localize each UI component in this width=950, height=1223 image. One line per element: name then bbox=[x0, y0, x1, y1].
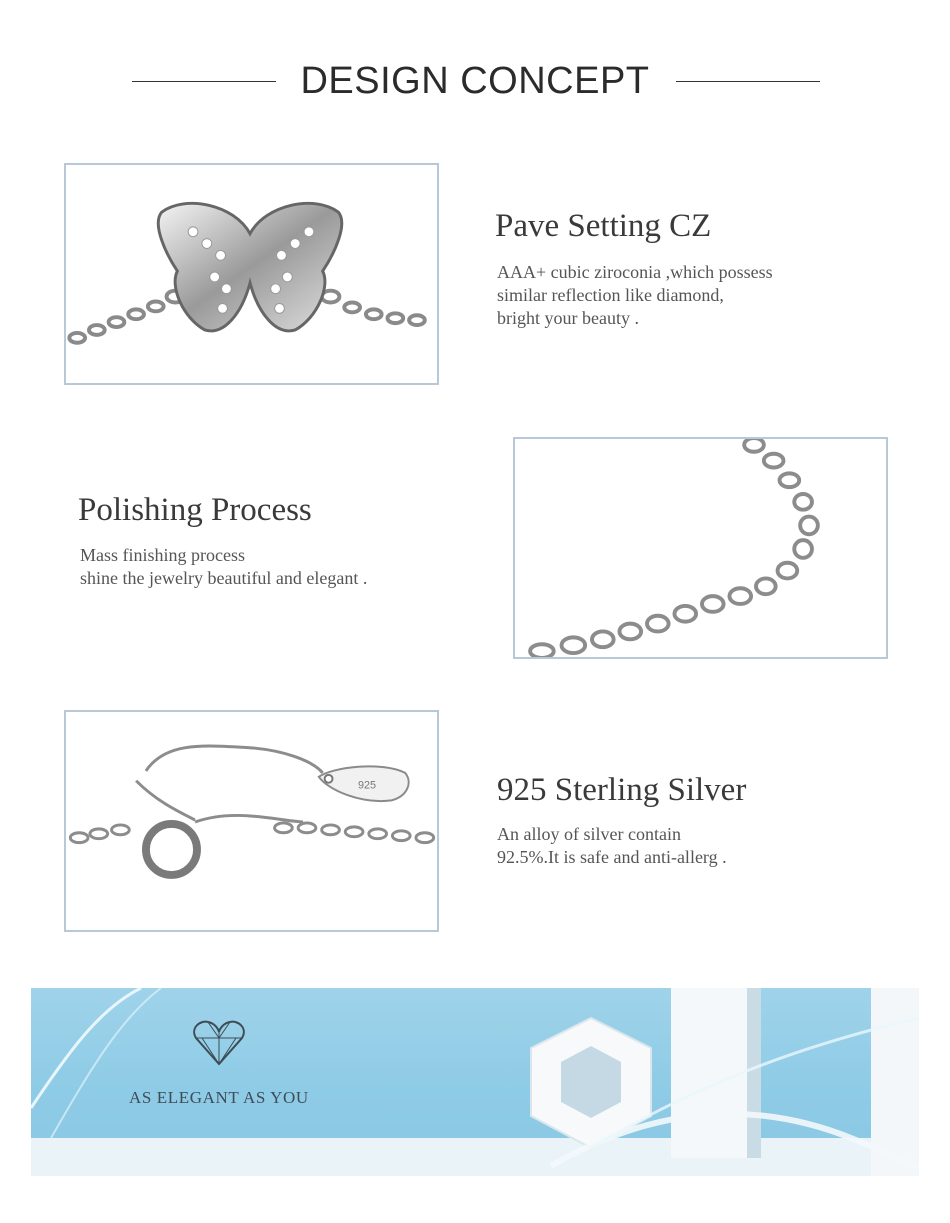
feature-title-polishing: Polishing Process bbox=[78, 492, 312, 528]
desc-line: An alloy of silver contain bbox=[497, 824, 681, 844]
brand-banner bbox=[31, 988, 919, 1176]
feature-desc-pave bbox=[497, 261, 773, 330]
page-title: DESIGN CONCEPT bbox=[300, 60, 650, 102]
desc-line: 92.5%.It is safe and anti-allerg . bbox=[497, 847, 727, 867]
banner-scene bbox=[31, 988, 919, 1176]
butterfly-chain-illustration bbox=[66, 165, 437, 383]
butterfly-pendant-image bbox=[64, 163, 439, 385]
desc-line: AAA+ cubic ziroconia ,which possess bbox=[497, 262, 773, 282]
feature-title-silver: 925 Sterling Silver bbox=[497, 772, 747, 808]
clasp-chain-illustration bbox=[66, 712, 437, 930]
chain-links-illustration bbox=[515, 439, 886, 657]
header-rule-right bbox=[676, 81, 820, 82]
desc-line: similar reflection like diamond, bbox=[497, 285, 724, 305]
desc-line: Mass finishing process bbox=[80, 545, 245, 565]
feature-desc-silver bbox=[497, 823, 727, 869]
tag-stamp-text: 925 bbox=[358, 779, 377, 792]
desc-line: shine the jewelry beautiful and elegant . bbox=[80, 568, 368, 588]
chain-closeup-image bbox=[513, 437, 888, 659]
feature-desc-polishing bbox=[80, 544, 367, 590]
section-header bbox=[0, 55, 950, 115]
feature-title-pave: Pave Setting CZ bbox=[495, 208, 712, 244]
desc-line: bright your beauty . bbox=[497, 308, 639, 328]
heart-diamond-icon bbox=[192, 1018, 246, 1068]
clasp-tag-image bbox=[64, 710, 439, 932]
banner-tagline: AS ELEGANT AS YOU bbox=[129, 1088, 309, 1107]
